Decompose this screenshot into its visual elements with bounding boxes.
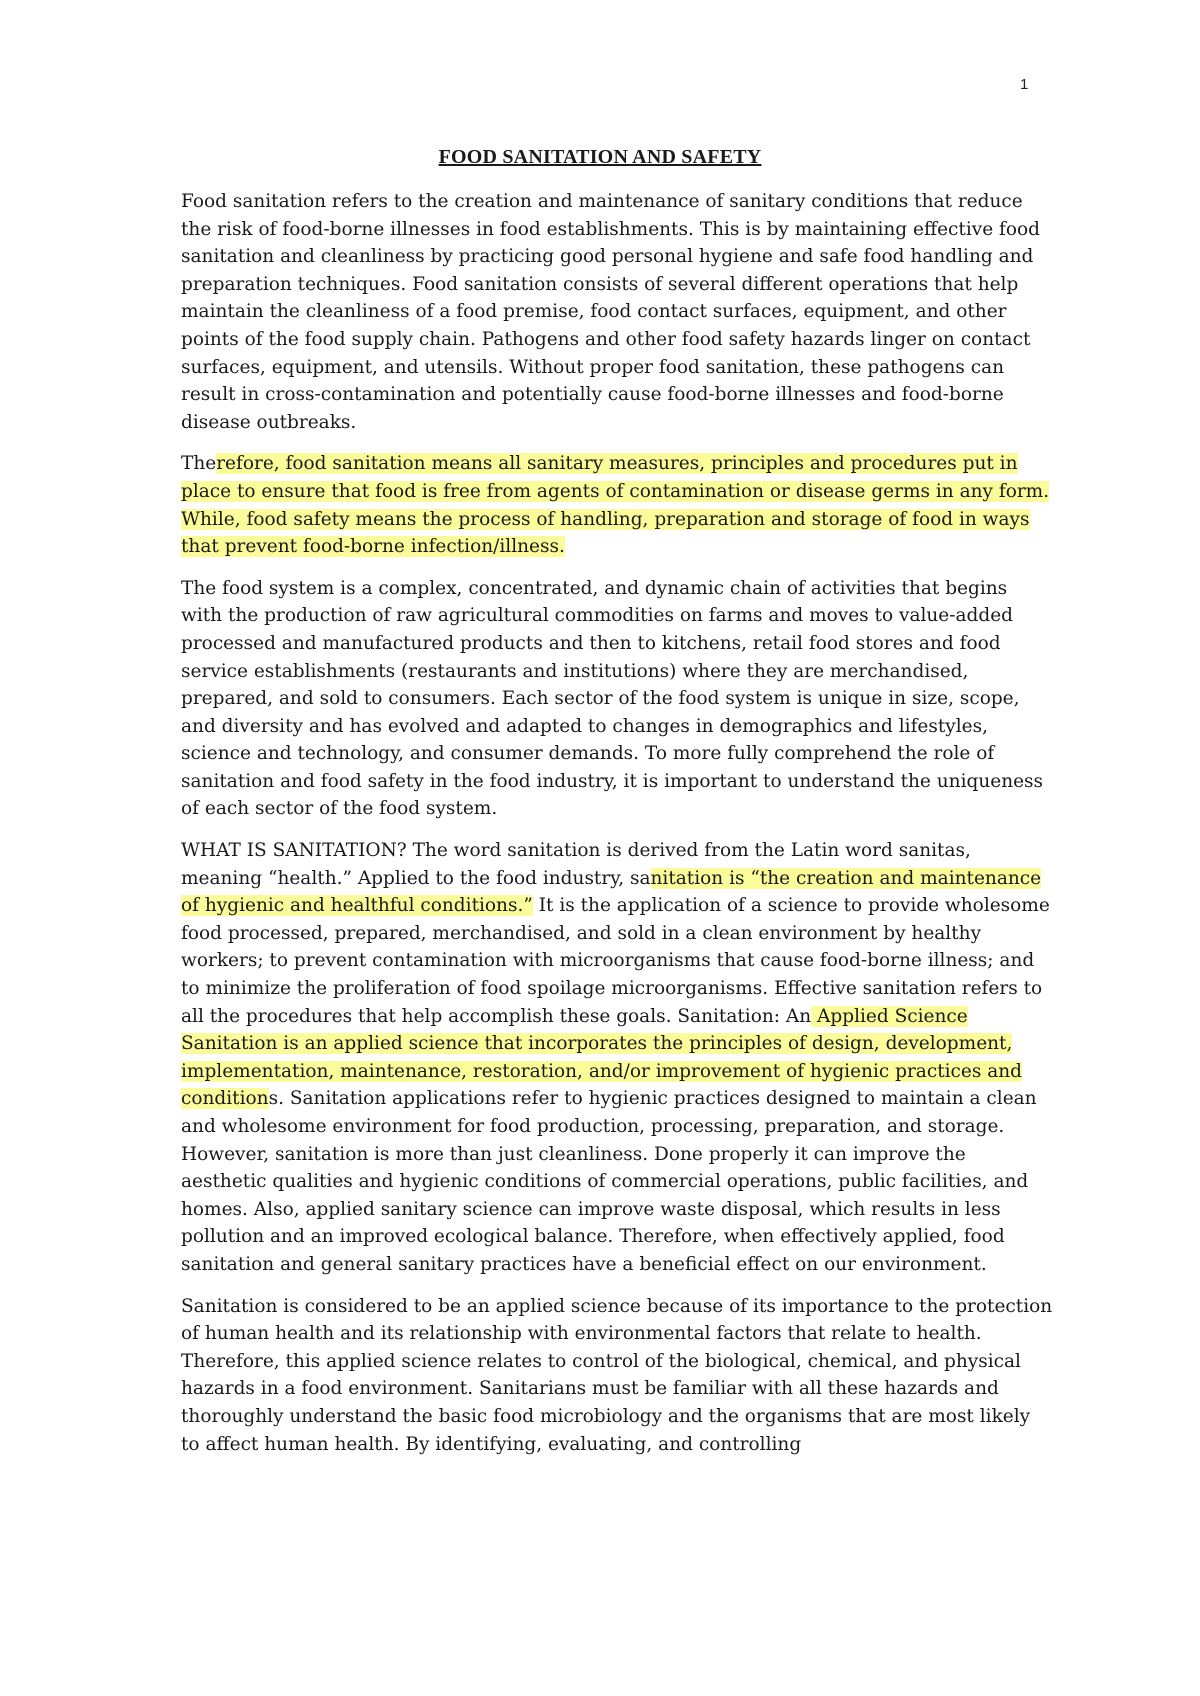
highlighted-text: nitation is “the creation and maintenance of hygienic and healthful conditions.” (181, 867, 1042, 917)
highlighted-text: refore, food sanitation means all sanitary measures, principles and procedures put in place to ensure that food is free from agents of contamination or disease germs in any form. While, food safety means the process of handling, preparation and storage of food in ways that prevent food-borne infection/illness. (181, 453, 1050, 558)
paragraph-text: The food system is a complex, concentrated, and dynamic chain of activities that begins with the production of raw agricultural commodities on farms and moves to value-added processed and manufactured products and then to kitchens, retail food stores and food service establishments (restaurants and institutions) where they are merchandised, prepared, and sold to consumers. Each sector of the food system is unique in size, scope, and diversity and has evolved and adapted to changes in demographics and lifestyles, science and technology, and consumer demands. To more fully comprehend the role of sanitation and food safety in the food industry, it is important to understand the uniqueness of each sector of the food system. (181, 577, 1044, 820)
paragraph-food-system (181, 575, 1053, 823)
paragraph-text: It is the application of a science to provide wholesome food processed, prepared, merchandised, and sold in a clean environment by healthy workers; to prevent contamination with microorganisms that cause food-borne illness; and to minimize the proliferation of food spoilage microorganisms. Effective sanitation refers to all the procedures that help accomplish these goals. Sanitation: An (181, 895, 1050, 1027)
paragraph-text: Sanitation is considered to be an applied science because of its importance to the protection of human health and its relationship with environmental factors that relate to health. Therefore, this applied science relates to control of the biological, chemical, and physical hazards in a food environment. Sanitarians must be familiar with all these hazards and thoroughly understand the basic food microbiology and the organisms that are most likely to affect human health. By identifying, evaluating, and controlling (181, 1295, 1053, 1455)
page-number: 1 (1020, 76, 1029, 93)
paragraph-text: The (181, 453, 217, 475)
document-body (181, 188, 1053, 1472)
paragraph-definition (181, 188, 1053, 436)
paragraph-applied-science (181, 1293, 1053, 1459)
highlighted-text: Applied Science Sanitation is an applied science that incorporates the principles of design, development, implementation, maintenance, restoration, and/or improvement of hygienic practices and condition (181, 1005, 1023, 1110)
document-title: FOOD SANITATION AND SAFETY (438, 146, 762, 168)
paragraph-what-is-sanitation (181, 837, 1053, 1279)
paragraph-text: s. Sanitation applications refer to hygienic practices designed to maintain a clean and wholesome environment for food production, processing, preparation, and storage. However, sanitation is more than just cleanliness. Done properly it can improve the aesthetic qualities and hygienic conditions of commercial operations, public facilities, and homes. Also, applied sanitary science can improve waste disposal, which results in less pollution and an improved ecological balance. Therefore, when effectively applied, food sanitation and general sanitary practices have a beneficial effect on our environment. (181, 1088, 1037, 1275)
paragraph-text: Food sanitation refers to the creation and maintenance of sanitary conditions that reduce the risk of food-borne illnesses in food establishments. This is by maintaining effective food sanitation and cleanliness by practicing good personal hygiene and safe food handling and preparation techniques. Food sanitation consists of several different operations that help maintain the cleanliness of a food premise, food contact surfaces, equipment, and other points of the food supply chain. Pathogens and other food safety hazards linger on contact surfaces, equipment, and utensils. Without proper food sanitation, these pathogens can result in cross-contamination and potentially cause food-borne illnesses and food-borne disease outbreaks. (181, 191, 1041, 433)
paragraph-therefore (181, 450, 1053, 560)
paragraph-text: WHAT IS SANITATION? The word sanitation is derived from the Latin word sanitas, meaning “health.” Applied to the food industry, sa (181, 840, 971, 889)
